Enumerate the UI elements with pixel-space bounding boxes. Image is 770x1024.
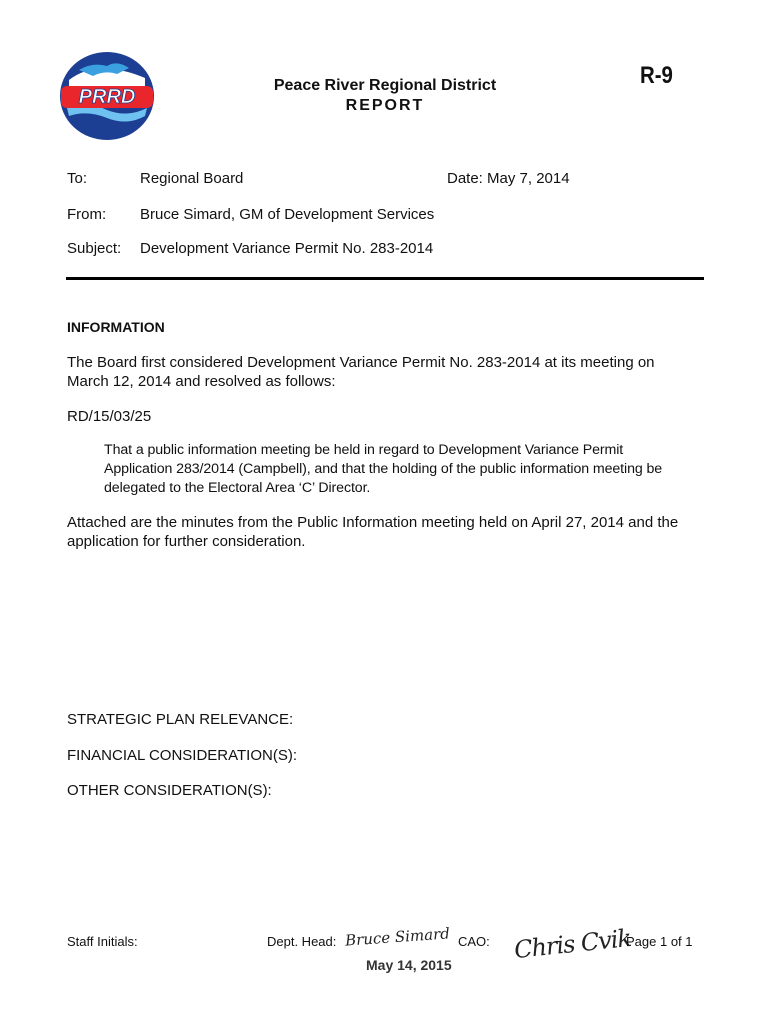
paragraph-1-line-1: The Board first considered Development Variance Permit No. 283-2014 at its meeting on (67, 354, 655, 371)
subject-value: Development Variance Permit No. 283-2014 (140, 240, 434, 257)
staff-initials-label: Staff Initials: (67, 934, 138, 949)
resolution-id: RD/15/03/25 (67, 408, 152, 425)
dept-head-label: Dept. Head: (267, 934, 337, 949)
memo-date: Date: May 7, 2014 (447, 170, 570, 187)
from-label: From: (67, 206, 107, 223)
prrd-logo (57, 50, 157, 142)
report-code: R-9 (640, 62, 673, 89)
quote-line-1: That a public information meeting be held in regard to Development Variance Permit (104, 442, 624, 458)
cao-label: CAO: (458, 934, 490, 949)
to-label: To: (67, 170, 88, 187)
to-value: Regional Board (140, 170, 244, 187)
cao-signature: Chris Cvik (512, 923, 633, 965)
paragraph-2-line-1: Attached are the minutes from the Public Information meeting held on April 27, 2014 and the (67, 514, 679, 531)
financial-considerations: FINANCIAL CONSIDERATION(S): (67, 747, 298, 764)
paragraph-2-line-2: application for further consideration. (67, 533, 306, 550)
header-divider (66, 277, 704, 280)
strategic-plan-relevance: STRATEGIC PLAN RELEVANCE: (67, 711, 294, 728)
quote-line-3: delegated to the Electoral Area ‘C’ Director. (104, 480, 371, 496)
section-heading: INFORMATION (67, 319, 165, 335)
other-considerations: OTHER CONSIDERATION(S): (67, 782, 272, 799)
logo-text: PRRD (78, 86, 136, 108)
dept-head-signature: Bruce Simard (344, 924, 451, 950)
from-value: Bruce Simard, GM of Development Services (140, 206, 435, 223)
resolution-quote (104, 441, 704, 498)
paragraph-1-line-2: March 12, 2014 and resolved as follows: (67, 373, 336, 390)
paragraph-1 (67, 353, 697, 391)
quote-line-2: Application 283/2014 (Campbell), and that the holding of the public information meeting be (104, 461, 663, 477)
report-title (200, 76, 570, 116)
page-number: Page 1 of 1 (626, 934, 693, 949)
received-date-stamp: May 14, 2015 (366, 957, 452, 973)
paragraph-2 (67, 513, 697, 551)
org-name: Peace River Regional District (273, 77, 497, 94)
report-label: REPORT (345, 97, 425, 114)
subject-label: Subject: (67, 240, 122, 257)
